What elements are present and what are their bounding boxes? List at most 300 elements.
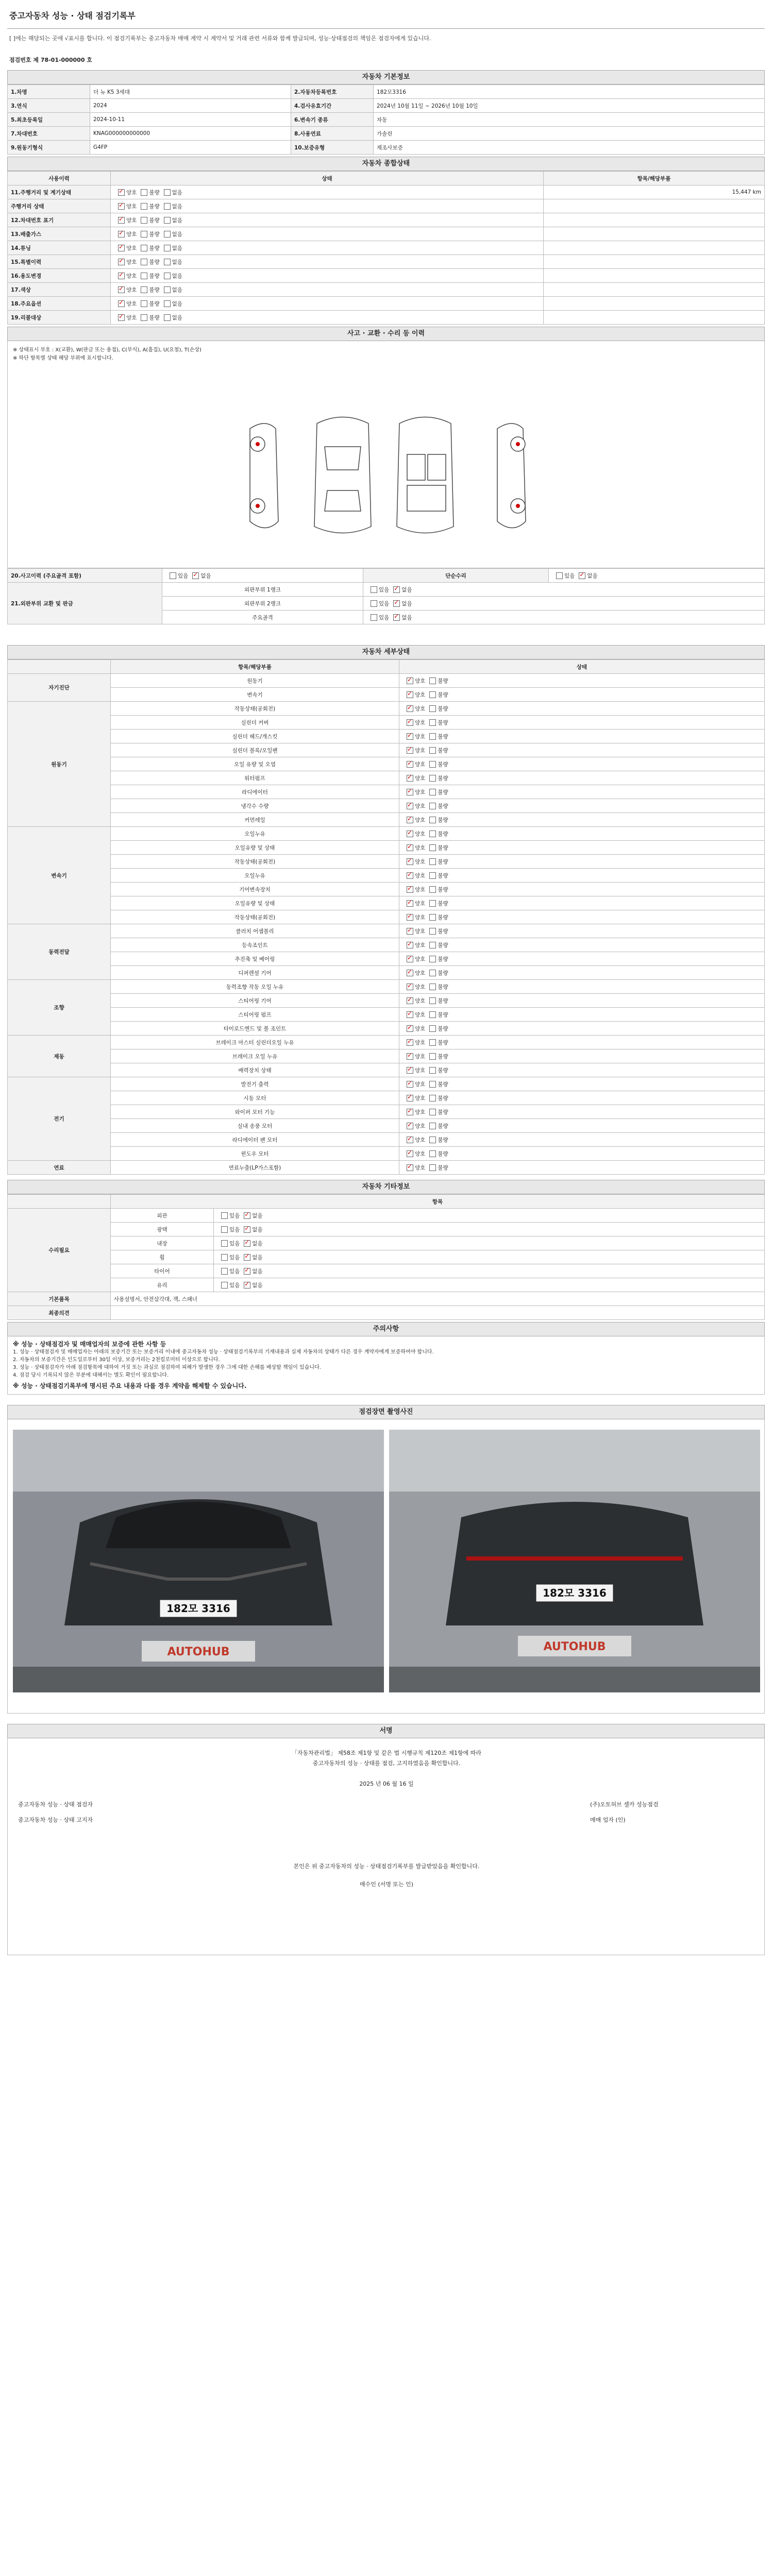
detail-item-label: 오일 유량 및 오염	[111, 757, 399, 771]
checkbox[interactable]	[429, 1123, 436, 1129]
checkbox[interactable]	[164, 203, 171, 210]
checkbox-checked[interactable]	[407, 914, 413, 921]
checkbox-checked[interactable]	[407, 997, 413, 1004]
checkbox-checked[interactable]	[407, 1109, 413, 1115]
checkbox[interactable]	[221, 1254, 228, 1261]
detail-group-label: 제동	[8, 1036, 111, 1077]
checkbox-checked[interactable]	[407, 775, 413, 782]
checkbox[interactable]	[221, 1240, 228, 1247]
detail-row	[8, 1133, 765, 1147]
checkbox[interactable]	[429, 1164, 436, 1171]
detail-item-label: 발전기 출력	[111, 1077, 399, 1091]
checkbox[interactable]	[164, 286, 171, 293]
checkbox-checked[interactable]	[118, 203, 125, 210]
detail-item-label: 등속조인트	[111, 938, 399, 952]
detail-group-label: 연료	[8, 1161, 111, 1175]
seller-org: 매매 업자 (인)	[590, 1817, 626, 1823]
sign-line-1: 「자동차관리법」 제58조 제1항 및 같은 법 시행규칙 제120조 제1항에 따라	[291, 1750, 482, 1756]
checkbox[interactable]	[429, 886, 436, 893]
checkbox[interactable]	[141, 217, 147, 224]
etc-empty	[8, 1195, 111, 1209]
checkbox-checked[interactable]	[393, 600, 400, 607]
checkbox-checked[interactable]	[407, 691, 413, 698]
basic-label-2: 8.사용연료	[291, 127, 374, 141]
checkbox-checked[interactable]	[244, 1268, 250, 1275]
detail-state: ✓ 양호 불량	[399, 1133, 765, 1147]
checkbox[interactable]	[429, 1137, 436, 1143]
detail-state: ✓ 양호 불량	[399, 1077, 765, 1091]
rear-plate: 182모 3316	[543, 1587, 607, 1599]
detail-state: ✓ 양호 불량	[399, 730, 765, 743]
checkbox-checked[interactable]	[407, 984, 413, 990]
etc-option-row	[8, 1292, 765, 1306]
checkbox-checked[interactable]	[118, 245, 125, 251]
detail-row	[8, 883, 765, 896]
etc-state: 있음✓ 없음	[214, 1209, 765, 1223]
checkbox-checked[interactable]	[244, 1254, 250, 1261]
rear-photo	[389, 1430, 760, 1692]
checkbox[interactable]	[164, 231, 171, 238]
inspection-record-document	[7, 5, 765, 1955]
checkbox[interactable]	[556, 572, 563, 579]
checkbox-checked[interactable]	[407, 928, 413, 935]
checkbox[interactable]	[429, 691, 436, 698]
detail-row	[8, 1049, 765, 1063]
accident-table	[7, 568, 765, 624]
checkbox[interactable]	[141, 314, 147, 321]
detail-state: ✓ 양호 불량	[399, 883, 765, 896]
checkbox[interactable]	[429, 789, 436, 795]
checkbox[interactable]	[141, 231, 147, 238]
checkbox[interactable]	[141, 286, 147, 293]
checkbox[interactable]	[429, 1150, 436, 1157]
detail-row	[8, 994, 765, 1008]
detail-row	[8, 827, 765, 841]
checkbox-checked[interactable]	[407, 747, 413, 754]
checkbox[interactable]	[429, 997, 436, 1004]
checkbox[interactable]	[429, 956, 436, 962]
checkbox-checked[interactable]	[118, 314, 125, 321]
etc-state: 있음✓ 없음	[214, 1278, 765, 1292]
checkbox-checked[interactable]	[407, 872, 413, 879]
detail-state: ✓ 양호 불량	[399, 1147, 765, 1161]
basic-value-2: 제조사보증	[374, 141, 765, 155]
detail-state: ✓ 양호 불량	[399, 757, 765, 771]
status-item-label: 주행거리 상태	[8, 199, 111, 213]
checkbox[interactable]	[429, 775, 436, 782]
etc-option-label: 기본품목	[8, 1292, 111, 1306]
buyer-confirm: 본인은 위 중고자동차의 성능 · 상태점검기록부를 발급받았음을 확인합니다.	[293, 1863, 480, 1870]
checkbox[interactable]	[429, 733, 436, 740]
status-col-part: 항목/해당부품	[544, 172, 765, 185]
detail-state: ✓ 양호 불량	[399, 771, 765, 785]
status-row	[8, 311, 765, 325]
checkbox[interactable]	[429, 900, 436, 907]
status-options: ✓ 양호 불량 없음	[111, 283, 544, 297]
detail-group-label: 자기진단	[8, 674, 111, 702]
checkbox[interactable]	[164, 273, 171, 279]
detail-table	[7, 659, 765, 1175]
checkbox[interactable]	[429, 761, 436, 768]
front-photo	[13, 1430, 384, 1692]
detail-group-label: 전기	[8, 1077, 111, 1161]
front-banner: AUTOHUB	[167, 1646, 230, 1658]
detail-row	[8, 716, 765, 730]
checkbox-checked[interactable]	[244, 1282, 250, 1289]
checkbox[interactable]	[429, 1039, 436, 1046]
checkbox-checked[interactable]	[118, 259, 125, 265]
etc-opinion-row	[8, 1306, 765, 1320]
checkbox-checked[interactable]	[407, 803, 413, 809]
detail-state: ✓ 양호 불량	[399, 938, 765, 952]
detail-state: ✓ 양호 불량	[399, 952, 765, 966]
checkbox-checked[interactable]	[407, 719, 413, 726]
basic-value-2: 자동	[374, 113, 765, 127]
basic-value: G4FP	[90, 141, 291, 155]
detail-row	[8, 966, 765, 980]
checkbox[interactable]	[164, 189, 171, 196]
status-row	[8, 227, 765, 241]
etc-item-label: 외관	[111, 1209, 214, 1223]
checkbox[interactable]	[429, 1025, 436, 1032]
checkbox[interactable]	[429, 817, 436, 823]
front-car-image	[13, 1430, 384, 1692]
detail-state: ✓ 양호 불량	[399, 1063, 765, 1077]
detail-item-label: 와이퍼 모터 기능	[111, 1105, 399, 1119]
detail-item-label: 오일누유	[111, 827, 399, 841]
detail-item-label: 배력장치 상태	[111, 1063, 399, 1077]
legend-line-2: ※ 하단 항목별 상태 해당 부위에 표시합니다.	[13, 355, 113, 361]
checkbox-checked[interactable]	[407, 1053, 413, 1060]
checkbox[interactable]	[141, 300, 147, 307]
detail-state: ✓ 양호 불량	[399, 688, 765, 702]
detail-group-label: 원동기	[8, 702, 111, 827]
detail-row	[8, 743, 765, 757]
checkbox-checked[interactable]	[407, 761, 413, 768]
detail-item-label: 시동 모터	[111, 1091, 399, 1105]
checkbox-checked[interactable]	[579, 572, 585, 579]
detail-row	[8, 938, 765, 952]
status-item-label: 15.특별이력	[8, 255, 111, 269]
detail-row	[8, 799, 765, 813]
etc-row	[8, 1264, 765, 1278]
checkbox[interactable]	[221, 1212, 228, 1219]
etc-item-label: 휠	[111, 1250, 214, 1264]
status-options: ✓ 양호 불량 없음	[111, 199, 544, 213]
detail-state: ✓ 양호 불량	[399, 1119, 765, 1133]
detail-group-label: 동력전달	[8, 924, 111, 980]
checkbox[interactable]	[141, 273, 147, 279]
detail-row	[8, 1063, 765, 1077]
checkbox-checked[interactable]	[244, 1240, 250, 1247]
detail-row	[8, 1091, 765, 1105]
document-number-label: 점검번호 제	[9, 57, 39, 63]
etc-opinion-label: 최종의견	[8, 1306, 111, 1320]
detail-state: ✓ 양호 불량	[399, 924, 765, 938]
checkbox[interactable]	[429, 1067, 436, 1074]
checkbox[interactable]	[429, 858, 436, 865]
detail-item-label: 오일누유	[111, 869, 399, 883]
notice-text: [ ]에는 해당되는 곳에 √표시를 합니다. 이 점검기록부는 중고자동차 매매 계약 시 계약서 및 거래 관련 서류와 함께 발급되며, 성능·상태점검의 책임은 점검자에게 있습니다.	[9, 35, 431, 42]
seller-label: 중고자동차 성능 · 상태 고지자	[18, 1817, 93, 1823]
detail-row	[8, 1147, 765, 1161]
detail-state: ✓ 양호 불량	[399, 716, 765, 730]
checkbox-checked[interactable]	[393, 586, 400, 593]
detail-row	[8, 688, 765, 702]
checkbox-checked[interactable]	[118, 286, 125, 293]
etc-state: 있음✓ 없음	[214, 1223, 765, 1236]
checkbox[interactable]	[141, 245, 147, 251]
checkbox[interactable]	[429, 970, 436, 976]
checkbox-checked[interactable]	[118, 231, 125, 238]
sign-header: 서명	[7, 1724, 765, 1738]
sign-date: 2025 년 06 월 16 일	[359, 1781, 414, 1787]
detail-row	[8, 952, 765, 966]
detail-state: ✓ 양호 불량	[399, 896, 765, 910]
checkbox-checked[interactable]	[244, 1226, 250, 1233]
checkbox[interactable]	[164, 245, 171, 251]
checkbox-checked[interactable]	[192, 572, 199, 579]
checkbox-checked[interactable]	[407, 942, 413, 948]
detail-row	[8, 813, 765, 827]
checkbox[interactable]	[429, 928, 436, 935]
checkbox[interactable]	[429, 914, 436, 921]
checkbox[interactable]	[429, 677, 436, 684]
detail-state: ✓ 양호 불량	[399, 827, 765, 841]
basic-value: 더 뉴 K5 3세대	[90, 85, 291, 99]
detail-item-label: 오일유량 및 상태	[111, 841, 399, 855]
etc-table	[7, 1194, 765, 1320]
checkbox-checked[interactable]	[407, 956, 413, 962]
checkbox[interactable]	[429, 872, 436, 879]
detail-item-label: 브레이크 마스터 실린더오일 누유	[111, 1036, 399, 1049]
detail-state: ✓ 양호 불량	[399, 1105, 765, 1119]
etc-opinion-value	[111, 1306, 765, 1320]
detail-row	[8, 1161, 765, 1175]
detail-header: 자동차 세부상태	[7, 645, 765, 659]
checkbox[interactable]	[164, 259, 171, 265]
checkbox-checked[interactable]	[407, 1039, 413, 1046]
checkbox-checked[interactable]	[407, 1067, 413, 1074]
checkbox[interactable]	[164, 217, 171, 224]
notes-line: 4. 점검 당시 기록되지 않은 부분에 대해서는 별도 확인이 필요합니다.	[13, 1372, 169, 1378]
checkbox[interactable]	[429, 1053, 436, 1060]
detail-item-label: 작동상태(공회전)	[111, 702, 399, 716]
detail-row	[8, 702, 765, 716]
checkbox-checked[interactable]	[407, 886, 413, 893]
detail-item-label: 실린더 헤드/개스킷	[111, 730, 399, 743]
status-col-state: 상태	[111, 172, 544, 185]
notes-header: 주의사항	[7, 1322, 765, 1336]
detail-item-label: 실린더 커버	[111, 716, 399, 730]
basic-value: KNAG000000000000	[90, 127, 291, 141]
checkbox[interactable]	[371, 586, 377, 593]
checkbox[interactable]	[429, 803, 436, 809]
detail-state: ✓ 양호 불량	[399, 855, 765, 869]
detail-item-label: 클러치 어셈블리	[111, 924, 399, 938]
status-options: ✓ 양호 불량 없음	[111, 185, 544, 199]
checkbox[interactable]	[429, 719, 436, 726]
legend-line-1: ※ 상태표시 부호 : X(교환), W(판금 또는 용접), C(부식), A(흠집), U(요철), T(손상)	[13, 347, 201, 353]
status-row	[8, 255, 765, 269]
status-options: ✓ 양호 불량 없음	[111, 297, 544, 311]
checkbox-checked[interactable]	[118, 273, 125, 279]
notes-line: 3. 성능 · 상태점검자가 아래 점검항목에 대하여 거짓 또는 과실로 점검하여 피해가 발생한 경우 그에 대한 손해를 배상할 책임이 있습니다.	[13, 1365, 321, 1370]
basic-label-2: 6.변속기 종류	[291, 113, 374, 127]
status-item-label: 12.차대번호 표기	[8, 213, 111, 227]
basic-info-row	[8, 113, 765, 127]
checkbox[interactable]	[429, 1081, 436, 1088]
inspector-label: 중고자동차 성능 · 상태 점검자	[18, 1801, 93, 1808]
basic-info-table	[7, 84, 765, 155]
checkbox-checked[interactable]	[118, 217, 125, 224]
detail-state: ✓ 양호 불량	[399, 1022, 765, 1036]
detail-row	[8, 785, 765, 799]
checkbox-checked[interactable]	[407, 817, 413, 823]
detail-item-label: 오일유량 및 상태	[111, 896, 399, 910]
checkbox[interactable]	[429, 1095, 436, 1101]
detail-item-label: 추진축 및 베어링	[111, 952, 399, 966]
status-item-label: 18.주요옵션	[8, 297, 111, 311]
detail-row	[8, 896, 765, 910]
checkbox[interactable]	[429, 747, 436, 754]
status-table	[7, 171, 765, 325]
detail-state: ✓ 양호 불량	[399, 910, 765, 924]
etc-item-label: 광택	[111, 1223, 214, 1236]
etc-state: 있음✓ 없음	[214, 1236, 765, 1250]
detail-item-label: 타이로드엔드 및 볼 조인트	[111, 1022, 399, 1036]
status-part	[544, 213, 765, 227]
document-title: 중고자동차 성능 · 상태 점검기록부	[7, 5, 765, 29]
status-row	[8, 213, 765, 227]
checkbox-checked[interactable]	[407, 1123, 413, 1129]
checkbox[interactable]	[371, 614, 377, 621]
detail-state: ✓ 양호 불량	[399, 674, 765, 688]
diagram-legend	[13, 346, 201, 363]
etc-state: 있음✓ 없음	[214, 1250, 765, 1264]
detail-state: ✓ 양호 불량	[399, 743, 765, 757]
checkbox[interactable]	[221, 1268, 228, 1275]
basic-label-2: 4.검사유효기간	[291, 99, 374, 113]
checkbox[interactable]	[429, 1109, 436, 1115]
detail-item-label: 연료누출(LP가스포함)	[111, 1161, 399, 1175]
checkbox-checked[interactable]	[407, 733, 413, 740]
checkbox[interactable]	[141, 189, 147, 196]
checkbox-checked[interactable]	[407, 1025, 413, 1032]
checkbox[interactable]	[164, 314, 171, 321]
detail-item-label: 기어변속장치	[111, 883, 399, 896]
detail-state: ✓ 양호 불량	[399, 841, 765, 855]
checkbox-checked[interactable]	[407, 858, 413, 865]
checkbox-checked[interactable]	[407, 970, 413, 976]
checkbox-checked[interactable]	[407, 844, 413, 851]
checkbox[interactable]	[221, 1282, 228, 1289]
detail-group-label: 변속기	[8, 827, 111, 924]
checkbox-checked[interactable]	[407, 1095, 413, 1101]
checkbox[interactable]	[221, 1226, 228, 1233]
basic-value: 2024-10-11	[90, 113, 291, 127]
checkbox[interactable]	[429, 705, 436, 712]
checkbox-checked[interactable]	[407, 1081, 413, 1088]
detail-col-item: 항목/해당부품	[111, 660, 399, 674]
checkbox-checked[interactable]	[118, 300, 125, 307]
rank2-label: 외판부위 2랭크	[162, 597, 363, 611]
checkbox[interactable]	[141, 203, 147, 210]
checkbox-checked[interactable]	[407, 789, 413, 795]
detail-row	[8, 1105, 765, 1119]
status-header: 자동차 종합상태	[7, 157, 765, 171]
basic-label-2: 10.보증유형	[291, 141, 374, 155]
status-part	[544, 255, 765, 269]
detail-state: ✓ 양호 불량	[399, 869, 765, 883]
basic-label: 3.연식	[8, 99, 90, 113]
checkbox-checked[interactable]	[393, 614, 400, 621]
status-options: ✓ 양호 불량 없음	[111, 241, 544, 255]
basic-label: 9.원동기형식	[8, 141, 90, 155]
frame-label: 21.외판부위 교환 및 판금	[8, 583, 162, 624]
checkbox[interactable]	[429, 1011, 436, 1018]
checkbox-checked[interactable]	[244, 1212, 250, 1219]
notes-line: 2. 자동차의 보증기간은 인도일로부터 30일 이상, 보증거리는 2천킬로미터 이상으로 합니다.	[13, 1357, 220, 1363]
detail-state: ✓ 양호 불량	[399, 1049, 765, 1063]
etc-row	[8, 1223, 765, 1236]
car-diagram-figure	[229, 408, 559, 542]
checkbox[interactable]	[164, 300, 171, 307]
checkbox-checked[interactable]	[407, 900, 413, 907]
photos-row	[7, 1419, 765, 1714]
detail-row	[8, 1036, 765, 1049]
checkbox[interactable]	[170, 572, 176, 579]
detail-row	[8, 1077, 765, 1091]
rear-banner: AUTOHUB	[543, 1640, 606, 1653]
rear-car-image	[389, 1430, 760, 1692]
etc-item-label: 유리	[111, 1278, 214, 1292]
detail-row	[8, 1022, 765, 1036]
checkbox[interactable]	[429, 844, 436, 851]
checkbox-checked[interactable]	[407, 1164, 413, 1171]
checkbox-checked[interactable]	[407, 677, 413, 684]
checkbox[interactable]	[429, 942, 436, 948]
sign-line-2: 중고자동차의 성능 · 상태를 점검, 고지하였음을 확인합니다.	[312, 1760, 461, 1767]
checkbox[interactable]	[429, 831, 436, 837]
status-part	[544, 241, 765, 255]
status-col-history: 사용이력	[8, 172, 111, 185]
checkbox-checked[interactable]	[407, 1011, 413, 1018]
checkbox-checked[interactable]	[407, 1137, 413, 1143]
rank2-value: 있음✓ 없음	[363, 597, 765, 611]
repair-value: 있음✓ 없음	[549, 569, 765, 583]
detail-row	[8, 869, 765, 883]
photos-header: 점검장면 촬영사진	[7, 1405, 765, 1419]
basic-info-row	[8, 141, 765, 155]
status-item-label: 13.배출가스	[8, 227, 111, 241]
checkbox-checked[interactable]	[407, 1150, 413, 1157]
checkbox-checked[interactable]	[407, 831, 413, 837]
checkbox-checked[interactable]	[118, 189, 125, 196]
checkbox-checked[interactable]	[407, 705, 413, 712]
checkbox[interactable]	[371, 600, 377, 607]
checkbox[interactable]	[141, 259, 147, 265]
notes-bold-line: ※ 성능 · 상태점검기록부에 명시된 주요 내용과 다를 경우 계약을 해제할 수 있습니다.	[13, 1382, 247, 1389]
repair-label: 단순수리	[363, 569, 549, 583]
notes-line: 1. 성능 · 상태점검자 및 매매업자는 아래의 보증기간 또는 보증거리 이내에 중고자동차 성능 · 상태점검기록부의 기재내용과 실제 자동차의 상태가 다른 경우 계약자에게 보증하여야 합니다.	[13, 1349, 434, 1355]
status-part	[544, 283, 765, 297]
status-item-label: 16.용도변경	[8, 269, 111, 283]
detail-state: ✓ 양호 불량	[399, 1008, 765, 1022]
status-part	[544, 199, 765, 213]
detail-item-label: 작동상태(공회전)	[111, 855, 399, 869]
checkbox[interactable]	[429, 984, 436, 990]
